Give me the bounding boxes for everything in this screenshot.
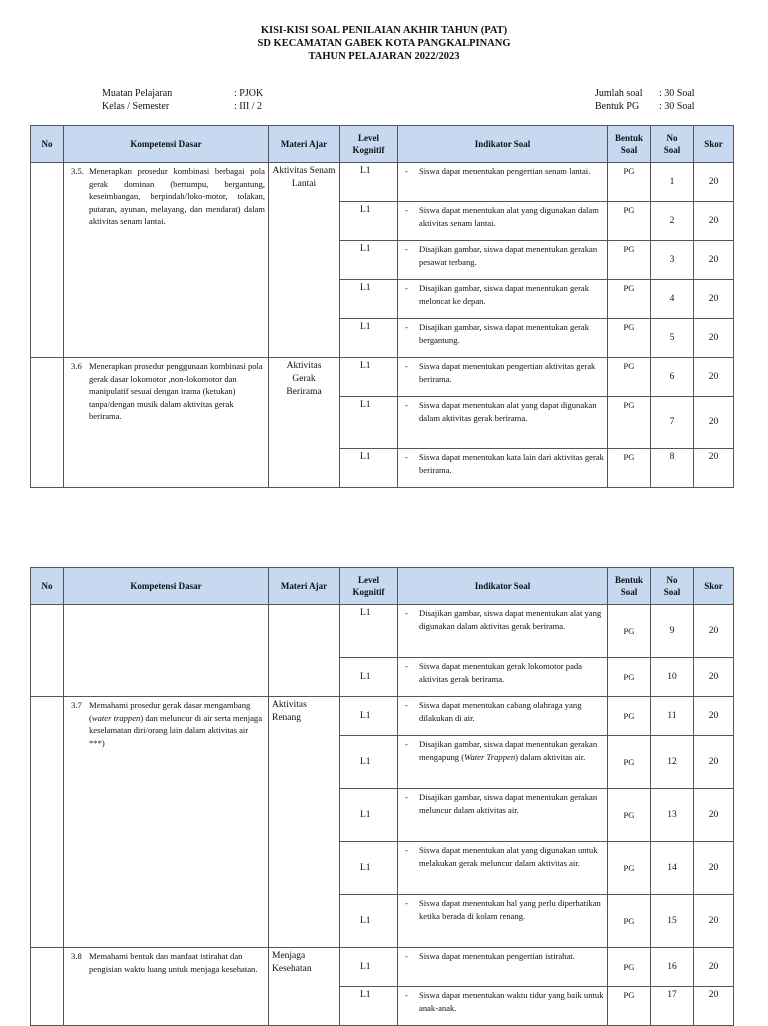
col-no-soal: No Soal (651, 568, 694, 605)
row-no-cell (31, 163, 64, 358)
skor-cell: 20 (694, 658, 734, 697)
indikator-cell: - Disajikan gambar, siswa dapat menentukan gerakan meluncur dalam aktivitas air. (398, 789, 608, 842)
skor-cell: 20 (694, 789, 734, 842)
level-cell: L1 (340, 658, 398, 697)
materi-continued (269, 605, 340, 697)
materi-senam-lantai: Aktivitas Senam Lantai (269, 163, 340, 358)
no-soal-cell: 10 (651, 658, 694, 697)
table-row (31, 163, 734, 202)
bentuk-pg-value: : 30 Soal (659, 101, 695, 112)
jumlah-label: Jumlah soal (595, 88, 643, 99)
row-no-cell (31, 948, 64, 1026)
col-materi-ajar: Materi Ajar (269, 126, 340, 163)
indikator-cell: - Siswa dapat menentukan pengertian istirahat. (398, 948, 608, 987)
indikator-cell: - Disajikan gambar, siswa dapat menentukan alat yang digunakan dalam aktivitas gerak berirama. (398, 605, 608, 658)
level-cell: L1 (340, 697, 398, 736)
no-soal-cell: 12 (651, 736, 694, 789)
no-soal-cell: 9 (651, 605, 694, 658)
level-cell: L1 (340, 948, 398, 987)
bentuk-cell: PG (608, 736, 651, 789)
col-skor: Skor (694, 126, 734, 163)
indikator-cell: - Disajikan gambar, siswa dapat menentukan gerakan pesawat terbang. (398, 241, 608, 280)
indikator-cell: - Disajikan gambar, siswa dapat menentukan gerak meloncat ke depan. (398, 280, 608, 319)
muatan-value: : PJOK (234, 88, 264, 99)
indikator-cell: - Siswa dapat menentukan cabang olahraga yang dilakukan di air. (398, 697, 608, 736)
indikator-cell: - Siswa dapat menentukan pengertian senam lantai. (398, 163, 608, 202)
meta-left (102, 87, 263, 113)
no-soal-cell: 5 (651, 319, 694, 358)
col-indikator-soal: Indikator Soal (398, 126, 608, 163)
kd-3-7: 3.7 Memahami prosedur gerak dasar mengambang (water trappen) dan meluncur di air serta menjaga keselamatan diri/orang lain dalam aktivitas air ***) (64, 697, 269, 948)
muatan-label: Muatan Pelajaran (102, 88, 173, 99)
skor-cell: 20 (694, 605, 734, 658)
bentuk-cell: PG (608, 842, 651, 895)
materi-kesehatan: Menjaga Kesehatan (269, 948, 340, 1026)
title-line-3: TAHUN PELAJARAN 2022/2023 (308, 51, 460, 62)
bentuk-cell: PG (608, 948, 651, 987)
indikator-cell: - Siswa dapat menentukan alat yang digunakan dalam aktivitas senam lantai. (398, 202, 608, 241)
no-soal-cell: 7 (651, 397, 694, 449)
skor-cell: 20 (694, 842, 734, 895)
indikator-cell: - Disajikan gambar, siswa dapat menentukan gerakan mengapung (Water Trappen) dalam aktivitas air. (398, 736, 608, 789)
col-level-kognitif: Level Kognitif (340, 568, 398, 605)
table-row (31, 605, 734, 658)
no-soal-cell: 2 (651, 202, 694, 241)
indikator-cell: - Disajikan gambar, siswa dapat menentukan gerak bergantung. (398, 319, 608, 358)
bentuk-cell: PG (608, 202, 651, 241)
bentuk-cell: PG (608, 241, 651, 280)
skor-cell: 20 (694, 397, 734, 449)
kisi-table-page-2 (30, 567, 734, 1026)
bentuk-cell: PG (608, 449, 651, 488)
skor-cell: 20 (694, 163, 734, 202)
col-materi-ajar: Materi Ajar (269, 568, 340, 605)
col-no: No (31, 126, 64, 163)
level-cell: L1 (340, 449, 398, 488)
skor-cell: 20 (694, 241, 734, 280)
table-row (31, 948, 734, 987)
col-bentuk-soal: Bentuk Soal (608, 568, 651, 605)
level-cell: L1 (340, 789, 398, 842)
indikator-cell: - Siswa dapat menentukan hal yang perlu diperhatikan ketika berada di kolam renang. (398, 895, 608, 948)
table-header-row (31, 126, 734, 163)
bentuk-cell: PG (608, 789, 651, 842)
indikator-cell: - Siswa dapat menentukan kata lain dari aktivitas gerak berirama. (398, 449, 608, 488)
level-cell: L1 (340, 895, 398, 948)
no-soal-cell: 6 (651, 358, 694, 397)
indikator-cell: - Siswa dapat menentukan gerak lokomotor pada aktivitas gerak berirama. (398, 658, 608, 697)
indikator-cell: - Siswa dapat menentukan alat yang digunakan untuk melakukan gerak meluncur dalam aktivitas air. (398, 842, 608, 895)
bentuk-cell: PG (608, 658, 651, 697)
kd-3-8: 3.8 Memahami bentuk dan manfaat istirahat dan pengisian waktu luang untuk menjaga kesehatan. (64, 948, 269, 1026)
materi-renang: Aktivitas Renang (269, 697, 340, 948)
no-soal-cell: 3 (651, 241, 694, 280)
table-header-row (31, 568, 734, 605)
skor-cell: 20 (694, 449, 734, 488)
level-cell: L1 (340, 736, 398, 789)
row-no-cell (31, 697, 64, 948)
level-cell: L1 (340, 202, 398, 241)
level-cell: L1 (340, 163, 398, 202)
col-no-soal: No Soal (651, 126, 694, 163)
no-soal-cell: 13 (651, 789, 694, 842)
level-cell: L1 (340, 280, 398, 319)
kd-3-6: 3.6 Menerapkan prosedur penggunaan kombinasi pola gerak dasar lokomotor ,non-lokomotor dan manipulatif sesuai dengan irama (ketukan) tanpa/dengan musik dalam aktivitas gerak berirama. (64, 358, 269, 488)
meta-right (595, 87, 695, 113)
kelas-label: Kelas / Semester (102, 101, 170, 112)
level-cell: L1 (340, 358, 398, 397)
level-cell: L1 (340, 605, 398, 658)
skor-cell: 20 (694, 697, 734, 736)
col-skor: Skor (694, 568, 734, 605)
jumlah-value: : 30 Soal (659, 88, 695, 99)
no-soal-cell: 16 (651, 948, 694, 987)
bentuk-cell: PG (608, 987, 651, 1026)
materi-gerak-berirama: Aktivitas Gerak Berirama (269, 358, 340, 488)
kisi-table-page-1 (30, 125, 734, 488)
level-cell: L1 (340, 241, 398, 280)
skor-cell: 20 (694, 202, 734, 241)
no-soal-cell: 17 (651, 987, 694, 1026)
col-bentuk-soal: Bentuk Soal (608, 126, 651, 163)
level-cell: L1 (340, 397, 398, 449)
kd-continued (64, 605, 269, 697)
bentuk-cell: PG (608, 280, 651, 319)
bentuk-cell: PG (608, 319, 651, 358)
no-soal-cell: 1 (651, 163, 694, 202)
row-no-cell (31, 605, 64, 697)
table-row (31, 358, 734, 397)
document-title (0, 24, 768, 63)
bentuk-cell: PG (608, 605, 651, 658)
level-cell: L1 (340, 319, 398, 358)
col-indikator-soal: Indikator Soal (398, 568, 608, 605)
skor-cell: 20 (694, 948, 734, 987)
title-line-1: KISI-KISI SOAL PENILAIAN AKHIR TAHUN (PAT) (260, 25, 508, 36)
col-kompetensi-dasar: Kompetensi Dasar (64, 126, 269, 163)
skor-cell: 20 (694, 736, 734, 789)
no-soal-cell: 11 (651, 697, 694, 736)
bentuk-cell: PG (608, 895, 651, 948)
kd-3-5: 3.5. Menerapkan prosedur kombinasi berbagai pola gerak dominan (bertumpu, bergantung, keseimbangan, berpindah/loko-motor, tolakan, putaran, ayunan, melayang, dan mendarat) dalam aktivitas senam lantai. (64, 163, 269, 358)
row-no-cell (31, 358, 64, 488)
col-level-kognitif: Level Kognitif (340, 126, 398, 163)
skor-cell: 20 (694, 319, 734, 358)
no-soal-cell: 15 (651, 895, 694, 948)
bentuk-cell: PG (608, 697, 651, 736)
table-row (31, 697, 734, 736)
level-cell: L1 (340, 987, 398, 1026)
bentuk-cell: PG (608, 397, 651, 449)
skor-cell: 20 (694, 358, 734, 397)
bentuk-cell: PG (608, 163, 651, 202)
no-soal-cell: 4 (651, 280, 694, 319)
skor-cell: 20 (694, 280, 734, 319)
no-soal-cell: 8 (651, 449, 694, 488)
no-soal-cell: 14 (651, 842, 694, 895)
title-line-2: SD KECAMATAN GABEK KOTA PANGKALPINANG (257, 38, 511, 49)
bentuk-cell: PG (608, 358, 651, 397)
kelas-value: : III / 2 (234, 101, 263, 112)
skor-cell: 20 (694, 895, 734, 948)
col-no: No (31, 568, 64, 605)
level-cell: L1 (340, 842, 398, 895)
indikator-cell: - Siswa dapat menentukan alat yang dapat digunakan dalam aktivitas gerak berirama. (398, 397, 608, 449)
skor-cell: 20 (694, 987, 734, 1026)
indikator-cell: - Siswa dapat menentukan pengertian aktivitas gerak berirama. (398, 358, 608, 397)
col-kompetensi-dasar: Kompetensi Dasar (64, 568, 269, 605)
bentuk-pg-label: Bentuk PG (595, 101, 640, 112)
indikator-cell: - Siswa dapat menentukan waktu tidur yang baik untuk anak-anak. (398, 987, 608, 1026)
